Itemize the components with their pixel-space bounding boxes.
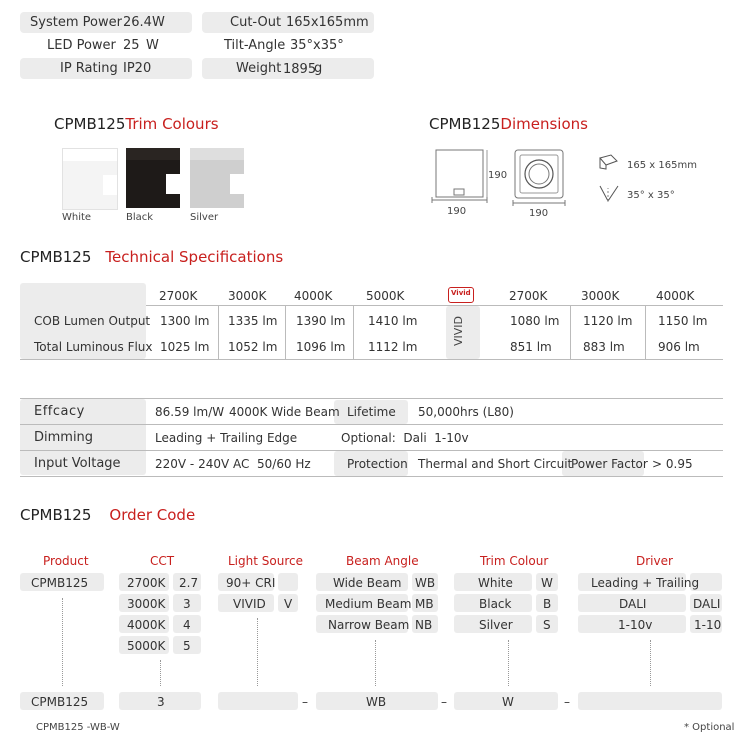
cutout-size: 165 x 165mm — [627, 160, 697, 171]
trim-code-black: B — [543, 597, 552, 611]
efficacy-value: 86.59 lm/W — [155, 405, 225, 419]
luminous-flux-4000: 1096 lm — [296, 340, 346, 354]
cob-lumen-2700: 1300 lm — [160, 314, 210, 328]
cct-option-2700: 2700K — [127, 576, 166, 590]
dimensions-heading-model: CPMB125 — [429, 115, 501, 133]
dimming-value: Leading + Trailing Edge — [155, 431, 298, 445]
light-option-cri: 90+ CRI — [226, 576, 276, 590]
result-dash-1: – — [302, 695, 308, 709]
beam-option-narrow: Narrow Beam — [328, 618, 410, 632]
driver-option-leading-trailing: Leading + Trailing — [591, 576, 700, 590]
trim-code-silver: S — [543, 618, 551, 632]
input-voltage-label: Input Voltage — [34, 456, 121, 471]
beam-connector — [375, 640, 376, 686]
efficacy-label: Effcacy — [34, 404, 85, 419]
tech-divider — [285, 306, 286, 359]
dimension-width-side: 190 — [447, 206, 467, 217]
system-power-label: System Power — [30, 15, 122, 30]
order-header-cct: CCT — [150, 554, 175, 568]
spec-rule — [20, 424, 723, 425]
side-view-drawing — [430, 148, 490, 210]
product-option: CPMB125 — [31, 576, 89, 590]
silver-swatch — [190, 148, 244, 208]
weight-label: Weight — [236, 61, 282, 76]
beam-code-wide: WB — [415, 576, 436, 590]
trim-option-black: Black — [479, 597, 512, 611]
order-header-beam-angle: Beam Angle — [346, 554, 419, 568]
cct-header-4000: 4000K — [294, 289, 333, 303]
power-factor-label: Power Factor — [571, 457, 648, 471]
cob-lumen-vivid-4000: 1150 lm — [658, 314, 708, 328]
cct-code-3000: 3 — [183, 597, 191, 611]
order-header-light-source: Light Source — [228, 554, 303, 568]
light-option-vivid: VIVID — [233, 597, 266, 611]
dimension-width-top: 190 — [529, 208, 549, 219]
luminous-flux-3000: 1052 lm — [228, 340, 278, 354]
luminous-flux-5000: 1112 lm — [368, 340, 418, 354]
beam-option-wide: Wide Beam — [333, 576, 402, 590]
vivid-logo-text: Vivid — [451, 289, 471, 297]
order-heading-text: Order Code — [109, 506, 196, 524]
cob-lumen-vivid-3000: 1120 lm — [583, 314, 633, 328]
tilt-angle-label: Tilt-Angle — [224, 38, 286, 53]
cob-lumen-vivid-2700: 1080 lm — [510, 314, 560, 328]
vivid-logo — [448, 287, 474, 303]
led-power-unit: W — [146, 38, 159, 53]
tech-divider — [645, 306, 646, 359]
tech-divider — [570, 306, 571, 359]
luminous-flux-2700: 1025 lm — [160, 340, 210, 354]
result-dash-2: – — [441, 695, 447, 709]
trim-heading-text: Trim Colours — [125, 115, 219, 133]
vivid-header-3000: 3000K — [581, 289, 620, 303]
protection-label: Protection — [347, 457, 408, 471]
optional-note: * Optional — [684, 722, 735, 733]
white-swatch — [62, 148, 118, 210]
vivid-header-2700: 2700K — [509, 289, 548, 303]
led-power-value: 25 — [123, 38, 140, 53]
vivid-vertical-label: VIVID — [452, 315, 465, 346]
protection-value: Thermal and Short Circuit — [418, 457, 573, 471]
dimensions-heading — [429, 114, 588, 133]
cob-lumen-label: COB Lumen Output — [34, 314, 151, 328]
beam-code-narrow: NB — [415, 618, 433, 632]
product-connector — [62, 598, 63, 686]
tech-spec-heading — [20, 247, 283, 266]
ip-rating-label: IP Rating — [60, 61, 118, 76]
order-code-heading — [20, 505, 195, 524]
trim-heading-model: CPMB125 — [54, 115, 126, 133]
system-power-value: 26.4W — [123, 15, 165, 30]
result-cct: 3 — [157, 695, 165, 709]
front-view-drawing — [509, 148, 569, 210]
trim-option-white: White — [478, 576, 513, 590]
driver-option-1-10v: 1-10v — [618, 618, 653, 632]
lifetime-label: Lifetime — [347, 405, 396, 419]
order-heading-model: CPMB125 — [20, 506, 92, 524]
weight-value: 1895 — [283, 62, 317, 77]
cut-out-value: 165x165mm — [286, 15, 369, 30]
cob-lumen-5000: 1410 lm — [368, 314, 418, 328]
driver-option-dali: DALI — [619, 597, 647, 611]
power-factor-value: > 0.95 — [652, 457, 693, 471]
cct-header-3000: 3000K — [228, 289, 267, 303]
result-beam: WB — [366, 695, 387, 709]
cct-option-5000: 5000K — [127, 639, 166, 653]
dimension-height: 190 — [488, 170, 508, 181]
lifetime-value: 50,000hrs (L80) — [418, 405, 514, 419]
dimensions-heading-text: Dimensions — [500, 115, 588, 133]
luminous-flux-vivid-3000: 883 lm — [583, 340, 625, 354]
dimming-optional: Optional: Dali 1-10v — [341, 431, 469, 445]
tilt-angle-spec: 35° x 35° — [627, 190, 675, 201]
tech-bottom-rule — [20, 359, 723, 360]
luminous-flux-vivid-2700: 851 lm — [510, 340, 552, 354]
weight-unit: g — [314, 61, 323, 76]
luminous-flux-label: Total Luminous Flux — [34, 340, 153, 354]
tech-heading-model: CPMB125 — [20, 248, 92, 266]
cct-option-4000: 4000K — [127, 618, 166, 632]
tilt-angle-icon — [598, 184, 620, 204]
beam-option-medium: Medium Beam — [325, 597, 412, 611]
cut-out-label: Cut-Out — [230, 15, 282, 30]
white-swatch-label: White — [62, 212, 92, 223]
input-voltage-value: 220V - 240V AC 50/60 Hz — [155, 457, 311, 471]
driver-code-dali: DALI — [693, 597, 721, 611]
result-light-cell — [218, 692, 298, 710]
cct-option-3000: 3000K — [127, 597, 166, 611]
spec-rule — [20, 398, 723, 399]
tech-divider — [218, 306, 219, 359]
result-driver-cell — [578, 692, 722, 710]
order-header-driver: Driver — [636, 554, 673, 568]
result-product: CPMB125 — [31, 695, 89, 709]
silver-swatch-label: Silver — [190, 212, 219, 223]
tech-header-rule — [146, 305, 723, 306]
black-swatch — [126, 148, 180, 208]
result-trim: W — [502, 695, 514, 709]
light-code-cell — [278, 573, 298, 591]
tilt-angle-value: 35°x35° — [290, 38, 344, 53]
result-dash-3: – — [564, 695, 570, 709]
tech-divider — [353, 306, 354, 359]
trim-code-white: W — [541, 576, 553, 590]
driver-code-1-10v: 1-10 — [694, 618, 722, 632]
tech-heading-text: Technical Specifications — [105, 248, 284, 266]
vivid-header-4000: 4000K — [656, 289, 695, 303]
cct-code-4000: 4 — [183, 618, 191, 632]
light-code-vivid: V — [284, 597, 293, 611]
cct-code-2700: 2.7 — [179, 576, 199, 590]
ip-rating-value: IP20 — [123, 61, 152, 76]
trim-option-silver: Silver — [479, 618, 513, 632]
cct-code-5000: 5 — [183, 639, 191, 653]
spec-rule — [20, 476, 723, 477]
light-connector — [257, 618, 258, 686]
cob-lumen-3000: 1335 lm — [228, 314, 278, 328]
order-example: CPMB125 -WB-W — [36, 722, 120, 733]
efficacy-note: 4000K Wide Beam — [229, 405, 340, 419]
black-swatch-label: Black — [126, 212, 154, 223]
order-header-product: Product — [43, 554, 89, 568]
trim-connector — [508, 640, 509, 686]
driver-connector — [650, 640, 651, 686]
cob-lumen-4000: 1390 lm — [296, 314, 346, 328]
cct-connector — [160, 660, 161, 686]
led-power-label: LED Power — [47, 38, 116, 53]
order-header-trim-colour: Trim Colour — [480, 554, 549, 568]
luminous-flux-vivid-4000: 906 lm — [658, 340, 700, 354]
cut-out-icon — [597, 153, 619, 171]
dimming-label: Dimming — [34, 430, 94, 445]
cct-header-2700: 2700K — [159, 289, 198, 303]
cct-header-5000: 5000K — [366, 289, 405, 303]
beam-code-medium: MB — [415, 597, 434, 611]
trim-colours-heading — [54, 114, 219, 133]
